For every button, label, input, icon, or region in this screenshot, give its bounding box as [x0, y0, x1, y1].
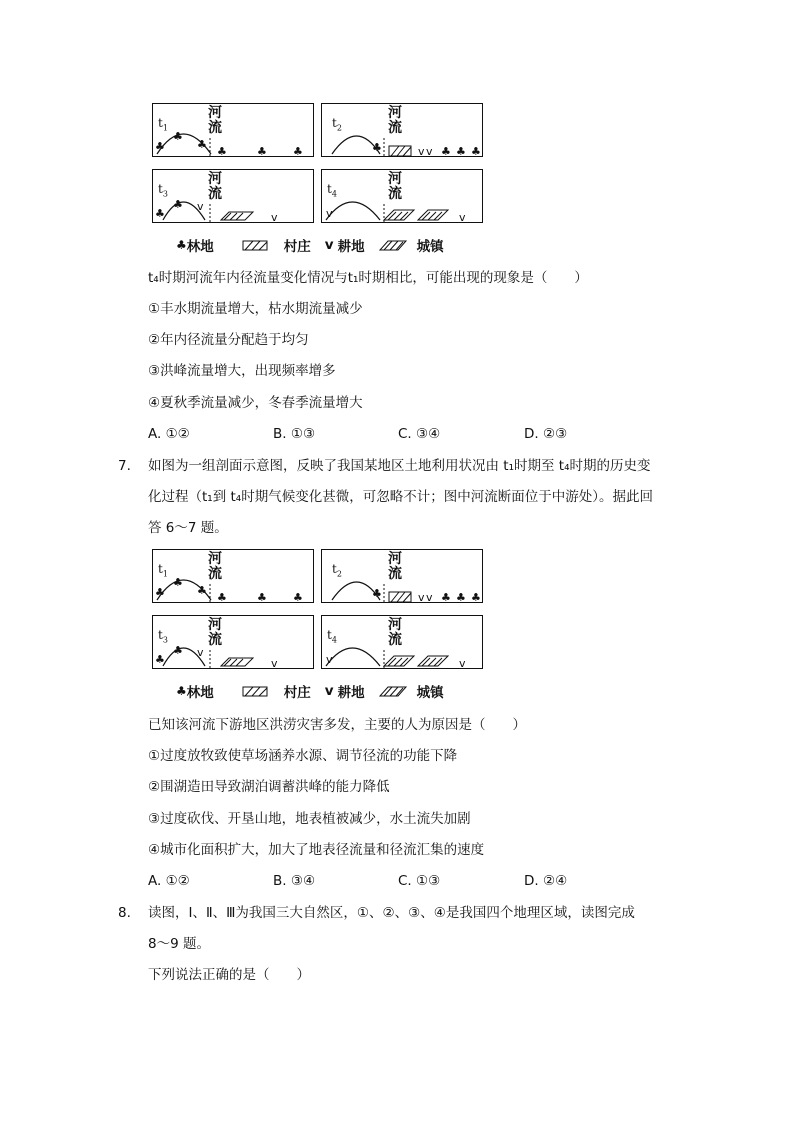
q7-stem: 已知该河流下游地区洪涝灾害多发，主要的人为原因是（ ）: [148, 717, 526, 733]
figure-legend: [176, 681, 458, 701]
svg-text:♣: ♣: [197, 584, 207, 597]
q7-item-1: ①过度放牧致使草场涵养水源、调节径流的功能下降: [148, 748, 458, 764]
svg-text:♣: ♣: [155, 653, 165, 666]
q8-stem: 下列说法正确的是（ ）: [148, 967, 310, 983]
q7-option-a[interactable]: A. ①②: [148, 873, 190, 889]
q8-number: 8.: [118, 905, 131, 921]
svg-text:v: v: [426, 591, 433, 604]
svg-text:♣: ♣: [173, 198, 183, 211]
svg-text:♣: ♣: [217, 145, 227, 158]
svg-text:♣: ♣: [441, 145, 451, 158]
q7-option-b[interactable]: B. ③④: [273, 873, 316, 889]
svg-text:♣: ♣: [173, 130, 183, 143]
town-icon: [379, 685, 407, 697]
tree-icon: ♣: [176, 238, 187, 252]
river-label: 河 流: [208, 105, 222, 136]
river-label: 河 流: [208, 551, 222, 582]
svg-text:♣: ♣: [372, 587, 382, 600]
svg-text:♣: ♣: [155, 586, 165, 599]
legend-village: 村庄: [242, 681, 311, 701]
svg-text:v: v: [326, 653, 333, 666]
panel-t4: [321, 615, 483, 669]
panel-t2-label: $t_2$: [332, 116, 342, 133]
svg-text:v: v: [326, 207, 333, 220]
panel-t3: [152, 169, 314, 223]
legend-town: 城镇: [379, 235, 444, 255]
q6-option-a[interactable]: A. ①②: [148, 426, 190, 442]
q7-intro-line-1: 如图为一组剖面示意图，反映了我国某地区土地利用状况由 t₁时期至 t₄时期的历史变: [148, 458, 651, 474]
panel-t2-drawing: [322, 104, 484, 158]
village-icon: [242, 240, 268, 251]
svg-text:♣: ♣: [441, 591, 451, 604]
svg-text:♣: ♣: [257, 591, 267, 604]
q6-item-2: ②年内径流量分配趋于均匀: [148, 332, 309, 348]
svg-text:v: v: [271, 211, 278, 224]
panel-t1: [152, 103, 314, 157]
legend-farmland: v 耕地: [324, 237, 365, 255]
panel-t1-label: $t_1$: [158, 562, 168, 579]
legend-town: 城镇: [379, 681, 444, 701]
q6-item-1: ①丰水期流量增大，枯水期流量减少: [148, 301, 363, 317]
q6-option-d[interactable]: D. ②③: [524, 426, 568, 442]
legend-village: 村庄: [242, 235, 311, 255]
q7-intro-line-3: 答 6～7 题。: [148, 520, 228, 536]
panel-t1-drawing: [153, 104, 315, 158]
svg-text:v: v: [418, 145, 425, 158]
svg-text:♣: ♣: [197, 138, 207, 151]
legend-forest: ♣ 林地: [176, 684, 214, 701]
q7-option-d[interactable]: D. ②④: [524, 873, 568, 889]
q6-item-3: ③洪峰流量增大，出现频率增多: [148, 363, 336, 379]
q6-item-4: ④夏秋季流量减少，冬春季流量增大: [148, 395, 363, 411]
land-use-figure-2: [152, 549, 487, 704]
svg-text:v: v: [197, 200, 204, 213]
svg-text:♣: ♣: [173, 644, 183, 657]
svg-text:♣: ♣: [293, 145, 303, 158]
panel-t2-drawing: [322, 550, 484, 604]
svg-text:♣: ♣: [257, 145, 267, 158]
q6-option-b[interactable]: B. ①③: [273, 426, 316, 442]
panel-t1-label: $t_1$: [158, 116, 168, 133]
q6-stem: t₄时期河流年内径流量变化情况与t₁时期相比，可能出现的现象是（ ）: [148, 270, 588, 286]
river-label: 河 流: [208, 617, 222, 648]
tree-icon: ♣: [176, 684, 187, 698]
panel-t4: [321, 169, 483, 223]
q8-intro-line-1: 读图，Ⅰ、Ⅱ、Ⅲ为我国三大自然区，①、②、③、④是我国四个地理区域，读图完成: [148, 905, 635, 921]
svg-text:♣: ♣: [155, 207, 165, 220]
q7-number: 7.: [118, 458, 131, 474]
river-label: 河 流: [388, 617, 402, 648]
svg-text:♣: ♣: [456, 145, 466, 158]
svg-text:♣: ♣: [471, 145, 481, 158]
svg-text:v: v: [459, 211, 466, 224]
river-label: 河 流: [388, 551, 402, 582]
figure-legend: [176, 235, 458, 255]
q7-option-c[interactable]: C. ①③: [398, 873, 441, 889]
svg-text:♣: ♣: [471, 591, 481, 604]
legend-farmland: v 耕地: [324, 683, 365, 701]
panel-t4-drawing: [322, 616, 484, 670]
panel-t4-label: $t_4$: [327, 182, 337, 199]
q7-item-3: ③过度砍伐、开垦山地，地表植被减少，水土流失加剧: [148, 811, 471, 827]
river-label: 河 流: [208, 171, 222, 202]
svg-text:♣: ♣: [456, 591, 466, 604]
panel-t1-drawing: [153, 550, 315, 604]
panel-t3-label: $t_3$: [158, 182, 168, 199]
village-icon: [242, 686, 268, 697]
panel-t3: [152, 615, 314, 669]
q7-intro-line-2: 化过程（t₁到 t₄时期气候变化甚微，可忽略不计；图中河流断面位于中游处）。据此回: [148, 489, 653, 505]
farmland-icon: v: [324, 237, 334, 253]
svg-text:v: v: [271, 657, 278, 670]
town-icon: [379, 239, 407, 251]
q7-item-2: ②围湖造田导致湖泊调蓄洪峰的能力降低: [148, 779, 390, 795]
svg-text:v: v: [459, 657, 466, 670]
river-label: 河 流: [388, 105, 402, 136]
panel-t3-drawing: [153, 616, 315, 670]
panel-t4-label: $t_4$: [327, 628, 337, 645]
river-label: 河 流: [388, 171, 402, 202]
svg-text:v: v: [418, 591, 425, 604]
q6-option-c[interactable]: C. ③④: [398, 426, 441, 442]
svg-text:♣: ♣: [155, 140, 165, 153]
panel-t2: [321, 103, 483, 157]
legend-forest: ♣ 林地: [176, 238, 214, 255]
svg-text:♣: ♣: [173, 576, 183, 589]
panel-t2: [321, 549, 483, 603]
farmland-icon: v: [324, 683, 334, 699]
panel-t1: [152, 549, 314, 603]
svg-text:v: v: [426, 145, 433, 158]
svg-text:v: v: [197, 646, 204, 659]
land-use-figure-1: [152, 103, 487, 258]
panel-t4-drawing: [322, 170, 484, 224]
svg-text:♣: ♣: [293, 591, 303, 604]
panel-t3-drawing: [153, 170, 315, 224]
q8-intro-line-2: 8～9 题。: [148, 936, 210, 952]
q7-item-4: ④城市化面积扩大，加大了地表径流量和径流汇集的速度: [148, 842, 485, 858]
panel-t2-label: $t_2$: [332, 562, 342, 579]
svg-text:♣: ♣: [217, 591, 227, 604]
svg-text:♣: ♣: [372, 141, 382, 154]
panel-t3-label: $t_3$: [158, 628, 168, 645]
